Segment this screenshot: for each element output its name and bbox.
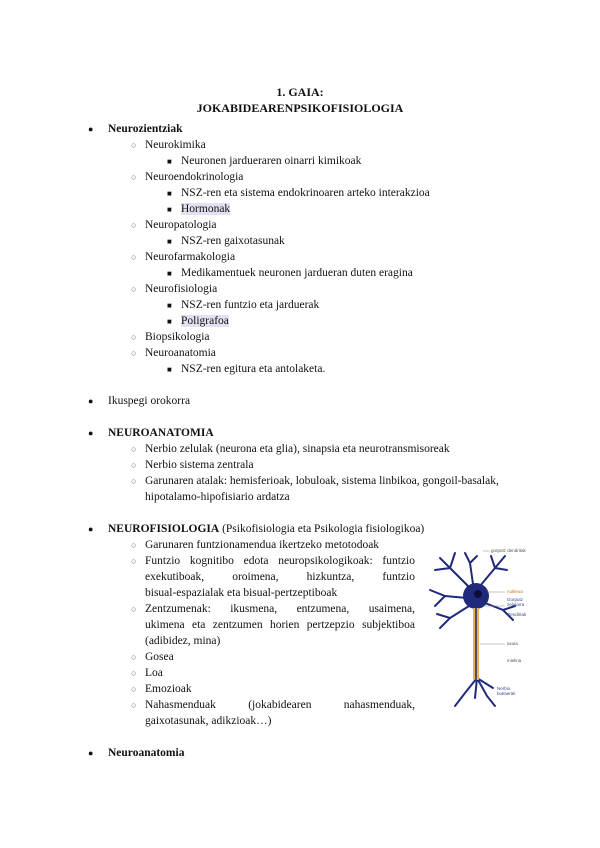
page-title: JOKABIDEARENPSIKOFISIOLOGIA (196, 101, 404, 115)
list-item (167, 361, 325, 378)
circle-bullet-icon: ○ (131, 348, 137, 358)
list-item (131, 169, 243, 185)
circle-bullet-icon: ○ (131, 668, 137, 678)
item-label: Neurofisiologia (145, 283, 218, 295)
square-bullet-icon: ■ (167, 301, 172, 310)
circle-bullet-icon: ○ (131, 684, 137, 694)
section-heading: Ikuspegi orokorra (108, 395, 191, 407)
list-item (131, 649, 174, 665)
list-item (131, 441, 450, 457)
item-label: Neuroanatomia (145, 347, 216, 359)
item-label: NSZ-ren gaixotasunak (181, 235, 285, 247)
square-bullet-icon: ■ (167, 269, 172, 278)
circle-bullet-icon: ○ (131, 252, 137, 262)
circle-bullet-icon: ○ (131, 476, 137, 486)
neuron-label: mielina (507, 658, 522, 663)
circle-bullet-icon: ○ (131, 540, 137, 550)
square-bullet-icon: ■ (167, 365, 172, 374)
item-label: NSZ-ren funtzio eta jarduerak (181, 299, 320, 311)
item-label: Garunaren funtzionamendua ikertzeko metotodoak (145, 539, 380, 551)
list-item (131, 473, 499, 489)
list-item (131, 137, 206, 153)
item-label: Neurokimika (145, 139, 206, 151)
item-continuation: ukimena eta zentzumen horien pertzepzio subjektiboa (145, 619, 415, 631)
list-item (88, 121, 183, 137)
item-label: Loa (145, 667, 163, 679)
square-bullet-icon: ■ (167, 157, 172, 166)
item-label: Nerbio zelulak (neurona eta glia), sinapsia eta neurotransmisoreak (145, 443, 450, 455)
square-bullet-icon: ■ (167, 205, 172, 214)
list-item (131, 345, 216, 361)
neuron-label: axoia (507, 641, 518, 646)
item-continuation: bisual-espazialak eta bisual-pertzeptiboak (145, 587, 338, 599)
section-heading: NEUROANATOMIA (108, 427, 214, 439)
item-label: Emozioak (145, 683, 192, 695)
disc-bullet-icon: ● (88, 396, 94, 406)
title-line-1: 1. GAIA: (276, 85, 324, 99)
disc-bullet-icon: ● (88, 524, 94, 534)
circle-bullet-icon: ○ (131, 140, 137, 150)
neuron-label: nukleoa (507, 589, 523, 594)
circle-bullet-icon: ○ (131, 172, 137, 182)
neuron-icon (425, 548, 550, 713)
section-subtitle: (Psikofisiologia eta Psikologia fisiologikoa) (219, 523, 425, 535)
list-item (131, 329, 210, 345)
list-item (88, 521, 424, 537)
circle-bullet-icon: ○ (131, 332, 137, 342)
item-continuation: exekutiboak, oroimena, hizkuntza, funtzio (145, 571, 415, 583)
list-item (167, 233, 285, 250)
item-label: Gosea (145, 651, 174, 663)
neuron-label: Gorputz zelularra (507, 597, 525, 607)
item-label: Neuroendokrinologia (145, 171, 244, 183)
item-label: Biopsikologia (145, 331, 210, 343)
list-item (88, 745, 184, 761)
item-continuation: hipotalamo-hipofisiario ardatza (145, 491, 290, 503)
list-item (167, 297, 319, 314)
list-item (167, 185, 430, 202)
circle-bullet-icon: ○ (131, 220, 137, 230)
item-label: Neuronen jardueraren oinarri kimikoak (181, 155, 362, 167)
neuron-diagram-image (425, 548, 550, 713)
highlighted-text: Poligrafoa (181, 315, 229, 327)
list-item (131, 537, 379, 553)
list-item (88, 393, 190, 409)
item-continuation: gaixotasunak, adikzioak…) (145, 715, 272, 727)
list-item (131, 457, 254, 473)
neuron-label: Nerbio bukaerak (497, 686, 516, 696)
item-label: Neuropatologia (145, 219, 217, 231)
list-item (131, 249, 235, 265)
item-label: Zentzumenak: ikusmena, entzumena, usaimena, (145, 603, 415, 615)
list-item (131, 281, 217, 297)
circle-bullet-glyph: ○ (131, 556, 137, 566)
neuron-label: gorputz dendritak (491, 548, 526, 553)
disc-bullet-icon: ● (88, 748, 94, 758)
circle-bullet-icon: ○ (131, 652, 137, 662)
circle-bullet-icon: ○ (131, 284, 137, 294)
square-bullet-icon: ■ (167, 237, 172, 246)
list-item (167, 313, 229, 330)
disc-bullet-icon: ● (88, 124, 94, 134)
circle-bullet-icon (131, 601, 145, 617)
list-item (131, 217, 217, 233)
item-label: NSZ-ren egitura eta antolaketa. (181, 363, 326, 375)
disc-bullet-icon: ● (88, 428, 94, 438)
item-label: Funtzio kognitibo edota neuropsikologikoak: funtzio (145, 555, 415, 567)
circle-bullet-glyph: ○ (131, 700, 137, 710)
list-item (167, 265, 413, 282)
highlighted-text: Hormonak (181, 203, 231, 215)
list-item (88, 425, 214, 441)
square-bullet-icon: ■ (167, 317, 172, 326)
item-label: Neurofarmakologia (145, 251, 236, 263)
section-heading: Neuroanatomia (108, 747, 185, 759)
item-label: NSZ-ren eta sistema endokrinoaren arteko interakzioa (181, 187, 430, 199)
section-heading: Neurozientziak (108, 123, 183, 135)
item-label: Nerbio sistema zentrala (145, 459, 254, 471)
circle-bullet-icon: ○ (131, 444, 137, 454)
list-item (131, 665, 163, 681)
neuron-label: Dendritak (507, 612, 527, 617)
item-label: Medikamentuek neuronen jardueran duten eragina (181, 267, 413, 279)
circle-bullet-glyph: ○ (131, 604, 137, 614)
section-heading: NEUROFISIOLOGIA (108, 523, 220, 535)
list-item (131, 681, 192, 697)
item-continuation: (adibidez, mina) (145, 635, 221, 647)
square-bullet-icon: ■ (167, 189, 172, 198)
item-label: Garunaren atalak: hemisferioak, lobuloak, sistema linbikoa, gongoil-basalak, (145, 475, 499, 487)
circle-bullet-icon (131, 697, 145, 713)
item-label: Nahasmenduak (jokabidearen nahasmenduak, (145, 699, 415, 711)
list-item (167, 201, 230, 218)
list-item (167, 153, 361, 170)
circle-bullet-icon (131, 553, 145, 569)
circle-bullet-icon: ○ (131, 460, 137, 470)
